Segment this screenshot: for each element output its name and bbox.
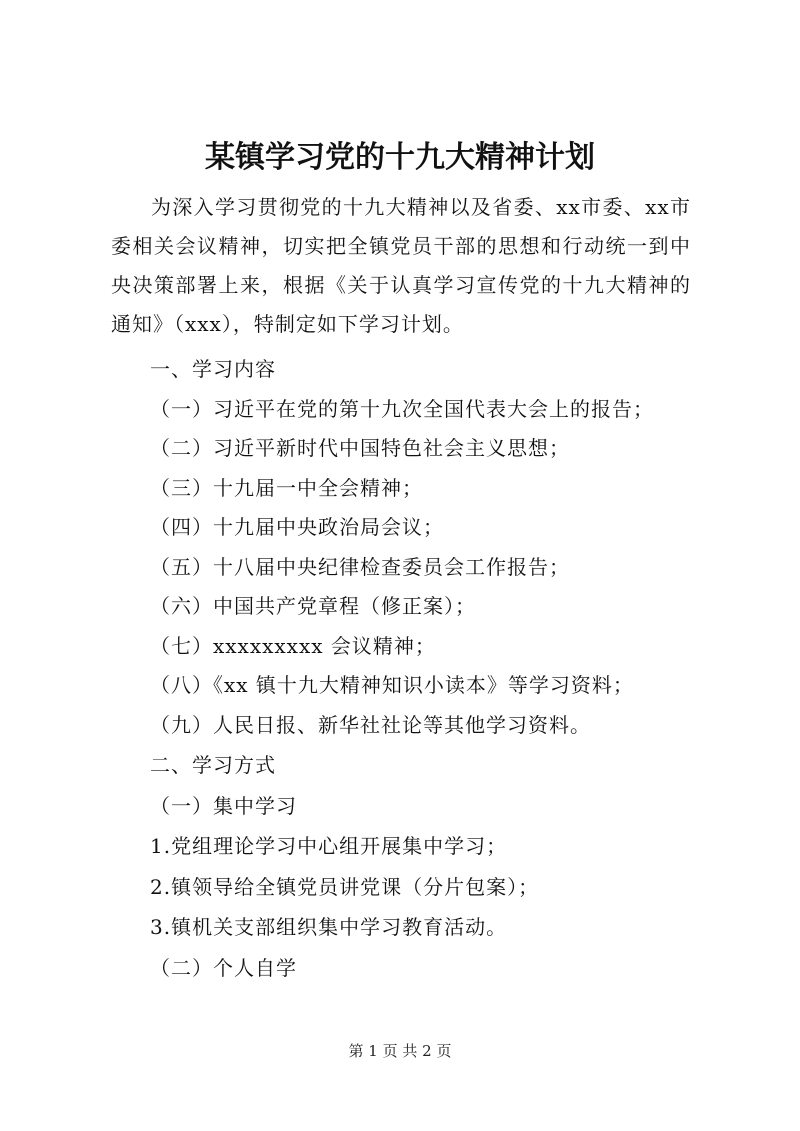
numbered-item: 3.镇机关支部组织集中学习教育活动。 (150, 915, 508, 939)
list-item: （三）十九届一中全会精神； (150, 476, 423, 500)
section-heading-content: 一、学习内容 (150, 357, 276, 381)
page-number-footer: 第 1 页 共 2 页 (348, 1042, 452, 1060)
numbered-item: 1.党组理论学习中心组开展集中学习； (150, 834, 508, 858)
document-title: 某镇学习党的十九大精神计划 (205, 140, 595, 175)
list-item: （七）xxxxxxxxx 会议精神； (150, 634, 436, 658)
list-item: （五）十八届中央纪律检查委员会工作报告； (150, 555, 570, 579)
list-item: （九）人民日报、新华社社论等其他学习资料。 (150, 713, 591, 737)
list-item: （四）十九届中央政治局会议； (150, 515, 444, 539)
section-heading-method: 二、学习方式 (150, 753, 276, 777)
intro-paragraph: 为深入学习贯彻党的十九大精神以及省委、xx市委、xx市委相关会议精神，切实把全镇党员干部的思想和行动统一到中央决策部署上来，根据《关于认真学习宣传党的十九大精神的通知》（xxx），特制定如下学习计划。 (111, 195, 691, 336)
numbered-item: 2.镇领导给全镇党员讲党课（分片包案）； (150, 875, 540, 899)
sub-heading-group-study: （一）集中学习 (150, 794, 297, 818)
list-item: （一）习近平在党的第十九次全国代表大会上的报告； (150, 397, 654, 421)
list-item: （二）习近平新时代中国特色社会主义思想； (150, 436, 570, 460)
sub-heading-self-study: （二）个人自学 (150, 956, 297, 980)
list-item: （六）中国共产党章程（修正案）； (150, 594, 476, 618)
list-item: （八）《xx 镇十九大精神知识小读本》等学习资料； (150, 673, 634, 697)
